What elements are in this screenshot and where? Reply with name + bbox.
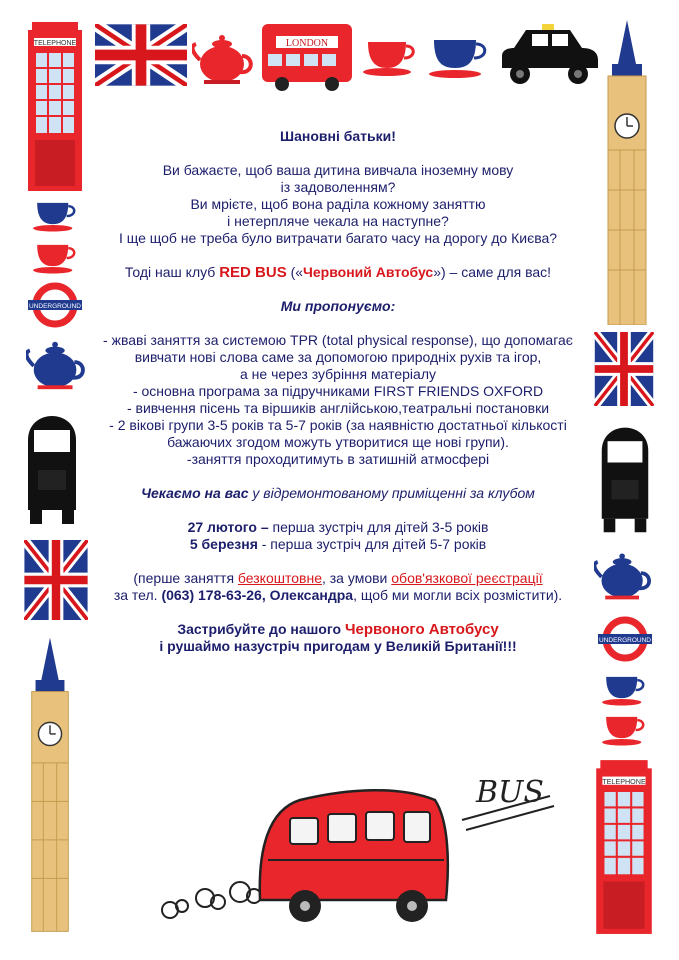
date-line: 27 лютого – перша зустріч для дітей 3-5 років bbox=[187, 519, 489, 535]
contact-phone: (063) 178-63-26, Олександра bbox=[161, 587, 354, 603]
question-line: із задоволенням? bbox=[280, 179, 396, 195]
black-cab-icon bbox=[594, 418, 656, 538]
contact-line: за тел. (063) 178-63-26, Олександра, щоб ми могли всіх розмістити). bbox=[113, 587, 563, 603]
underground-sign-text: UNDERGROUND bbox=[29, 303, 81, 310]
registration-note: (перше заняття безкоштовне, за умови обов'язкової реєстрації bbox=[133, 570, 543, 586]
date-line: 5 березня - перша зустріч для дітей 5-7 років bbox=[189, 536, 487, 552]
london-bus-icon bbox=[260, 20, 354, 92]
teacup-icon bbox=[600, 672, 650, 708]
union-jack-flag-icon bbox=[95, 24, 187, 86]
teapot-icon bbox=[26, 336, 88, 392]
question-line: Ви мрієте, щоб вона раділа кожному заняттю bbox=[190, 196, 486, 212]
offer-line: а не через зубріння матеріалу bbox=[240, 366, 436, 382]
teacup-icon bbox=[362, 36, 420, 80]
black-cab-icon bbox=[20, 410, 84, 526]
bus-banner-text: LONDON bbox=[285, 38, 329, 49]
phone-box-sign: TELEPHONE bbox=[33, 40, 77, 47]
teapot-icon bbox=[594, 548, 654, 602]
call-to-action: Застрибуйте до нашого Червоного Автобусу bbox=[177, 621, 499, 638]
offer-line: бажаючих згодом можуть утворитися ще нові групи). bbox=[167, 434, 509, 450]
question-line: Ви бажаєте, щоб ваша дитина вивчала іноземну мову bbox=[162, 162, 514, 178]
teacup-icon bbox=[428, 34, 492, 82]
club-intro: Тоді наш клуб RED BUS («Червоний Автобус») – саме для вас! bbox=[124, 264, 552, 281]
phone-box-icon bbox=[594, 756, 654, 936]
free-note: безкоштовне bbox=[237, 570, 322, 586]
underground-sign-icon bbox=[598, 616, 652, 662]
big-ben-tower-icon bbox=[600, 20, 654, 325]
offer-line: - вивчення пісень та віршиків англійською,театральні постановки bbox=[126, 400, 550, 416]
black-cab-icon bbox=[496, 22, 602, 88]
teacup-icon bbox=[30, 240, 82, 276]
offer-heading: Ми пропонуємо: bbox=[280, 298, 396, 314]
offer-line: - 2 вікові групи 3-5 років та 5-7 років (за наявністю достатньої кількості bbox=[109, 417, 567, 433]
underground-sign-icon bbox=[28, 282, 82, 328]
offer-line: -заняття проходитимуть в затишній атмосфері bbox=[186, 451, 490, 467]
letter-body bbox=[88, 128, 588, 655]
offer-line: - жваві заняття за системою TPR (total physical response), що допомагає bbox=[103, 332, 573, 348]
big-ben-tower-icon bbox=[24, 632, 76, 937]
offer-line: - основна програма за підручниками FIRST FRIENDS OXFORD bbox=[132, 383, 544, 399]
question-line: І ще щоб не треба було витрачати багато часу на дорогу до Києва? bbox=[118, 230, 558, 246]
club-name-ua: Червоний Автобус bbox=[303, 264, 434, 280]
underground-sign-text: UNDERGROUND bbox=[599, 637, 651, 644]
greeting: Шановні батьки! bbox=[280, 128, 396, 144]
club-name: RED BUS bbox=[219, 264, 287, 281]
invitation-line: Чекаємо на вас у відремонтованому приміщенні за клубом bbox=[141, 485, 535, 501]
question-line: і нетерпляче чекала на наступне? bbox=[227, 213, 449, 229]
teapot-icon bbox=[192, 30, 256, 86]
doodle-bus-icon bbox=[150, 760, 570, 940]
union-jack-flag-icon bbox=[594, 332, 654, 406]
teacup-icon bbox=[600, 712, 650, 748]
teacup-icon bbox=[30, 198, 82, 234]
offer-line: вивчати нові слова саме за допомогою природніх рухів та ігор, bbox=[134, 349, 542, 365]
call-to-action: і рушаймо назустріч пригодам у Великій Британії!!! bbox=[159, 638, 517, 654]
phone-box-sign: TELEPHONE bbox=[602, 776, 646, 786]
phone-box-icon bbox=[26, 18, 84, 193]
union-jack-flag-icon bbox=[24, 540, 88, 620]
registration-required: обов'язкової реєстрації bbox=[391, 570, 543, 586]
bus-doodle-word: BUS bbox=[476, 775, 544, 810]
